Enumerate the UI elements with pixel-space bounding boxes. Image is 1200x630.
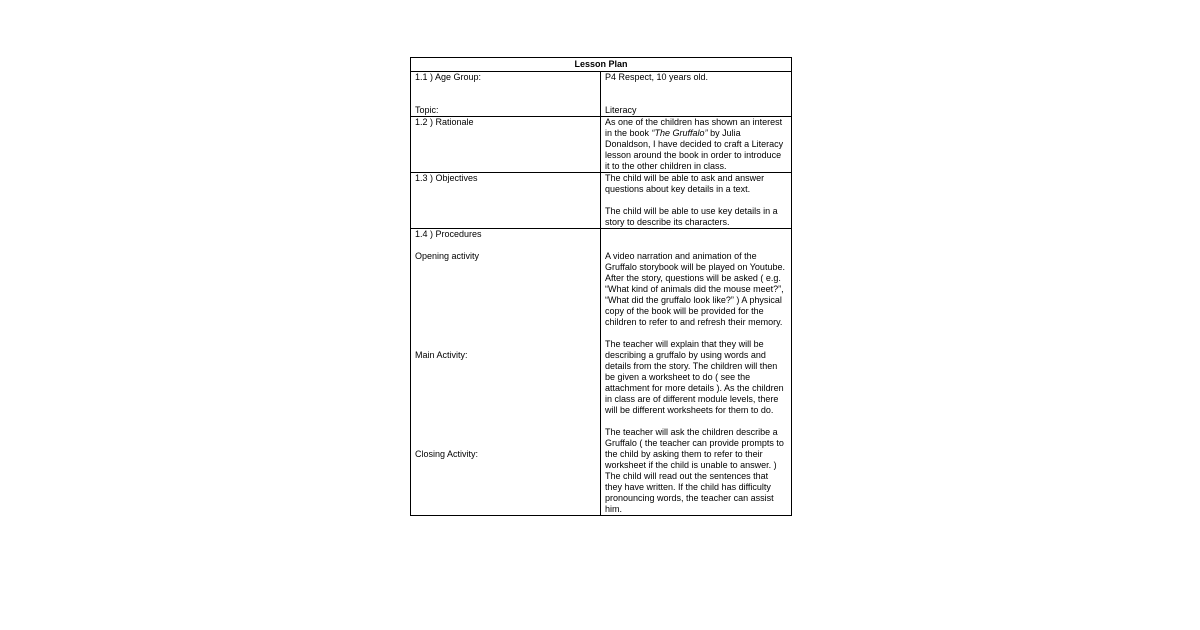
topic-value: Literacy [605, 105, 637, 115]
main-activity-text: The teacher will explain that they will be describing a gruffalo by using words and details from the story. The children will then be given a worksheet to do ( see the attachment for more details ). As the children in class are of different module levels, there will be different worksheets for them to do. [605, 339, 784, 415]
objectives-text [601, 173, 792, 229]
objectives-label: 1.3 ) Objectives [411, 173, 601, 229]
procedures-text-cell [601, 229, 792, 516]
age-group-value-cell [601, 72, 792, 117]
objective-item: The child will be able to use key details in a story to describe its characters. [605, 206, 778, 227]
lesson-plan-title: Lesson Plan [411, 58, 792, 72]
closing-activity-label: Closing Activity: [415, 449, 479, 459]
objective-item: The child will be able to ask and answer questions about key details in a text. [605, 173, 765, 194]
procedures-label-cell [411, 229, 601, 516]
age-group-value: P4 Respect, 10 years old. [605, 72, 709, 82]
rationale-text-before: As one of the children has shown an interest in the book [605, 117, 783, 138]
opening-activity-label: Opening activity [415, 251, 480, 261]
opening-activity-text: A video narration and animation of the Gruffalo storybook will be played on Youtube. After the story, questions will be asked ( e.g. “What kind of animals did the mouse meet?”, “What did the gruffalo look like?” ) A physical copy of the book will be provided for the children to refer to and refresh their memory. [605, 251, 785, 327]
table-row [411, 117, 792, 173]
table-header-row [411, 58, 792, 72]
table-row [411, 229, 792, 516]
rationale-label: 1.2 ) Rationale [411, 117, 601, 173]
rationale-text-after: by Julia Donaldson, I have decided to craft a Literacy lesson around the book in order to introduce it to the other children in class. [605, 128, 784, 171]
main-activity-label: Main Activity: [415, 350, 468, 360]
topic-label: Topic: [415, 105, 439, 115]
age-group-label-cell [411, 72, 601, 117]
procedures-label: 1.4 ) Procedures [415, 229, 482, 239]
age-group-label: 1.1 ) Age Group: [415, 72, 482, 82]
book-title: “The Gruffalo” [651, 128, 708, 138]
lesson-plan-table [410, 57, 792, 516]
lesson-plan-page [410, 57, 791, 516]
table-row [411, 72, 792, 117]
table-row [411, 173, 792, 229]
rationale-text [601, 117, 792, 173]
closing-activity-text: The teacher will ask the children describe a Gruffalo ( the teacher can provide prompts to the child by asking them to refer to their worksheet if the child is unable to answer. ) The child will read out the sentences that they have written. If the child has difficulty pronouncing words, the teacher can assist him. [605, 427, 784, 514]
